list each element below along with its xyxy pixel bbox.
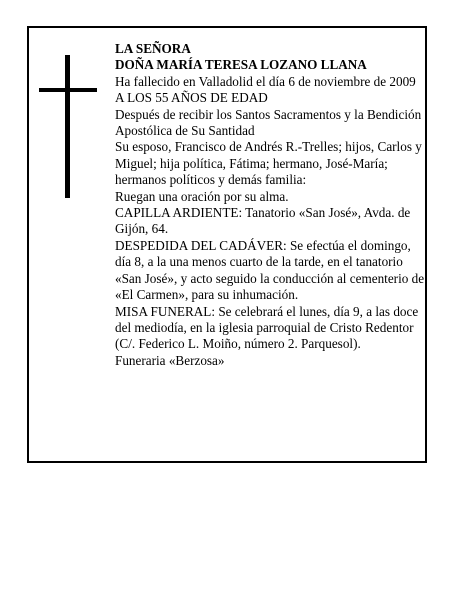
cross-horizontal-bar: [39, 88, 97, 92]
funeral-mass-info: MISA FUNERAL: Se celebrará el lunes, día 9, a las doce del mediodía, en la iglesia parroquial de Cristo Redentor (C/. Federico L. Moiño, número 2. Parquesol).: [115, 303, 419, 352]
age-line: A LOS 55 AÑOS DE EDAD: [115, 90, 268, 106]
farewell-info: DESPEDIDA DEL CADÁVER: Se efectúa el domingo, día 8, a la una menos cuarto de la tarde, en el tanatorio «San José», y acto seguido la conducción al cementerio de «El Carmen», para su inhumación.: [115, 237, 425, 303]
sacraments-line: Después de recibir los Santos Sacramentos y la Bendición Apostólica de Su Santidad: [115, 106, 422, 139]
funeral-home: Funeraria «Berzosa»: [115, 352, 225, 368]
family-list: Su esposo, Francisco de Andrés R.-Trelles; hijos, Carlos y Miguel; hija política, Fátima; hermano, José-María; hermanos políticos y demás familia:: [115, 139, 422, 188]
death-statement: Ha fallecido en Valladolid el día 6 de noviembre de 2009: [115, 73, 416, 89]
cross-icon: [39, 55, 97, 198]
notice-text: [115, 41, 427, 369]
prayer-request: Ruegan una oración por su alma.: [115, 188, 289, 204]
chapel-info: CAPILLA ARDIENTE: Tanatorio «San José», Avda. de Gijón, 64.: [115, 205, 411, 237]
deceased-name: DOÑA MARÍA TERESA LOZANO LLANA: [115, 57, 367, 73]
obituary-notice: [27, 26, 427, 463]
cross-vertical-bar: [65, 55, 70, 198]
heading-line-1: LA SEÑORA: [115, 41, 191, 56]
